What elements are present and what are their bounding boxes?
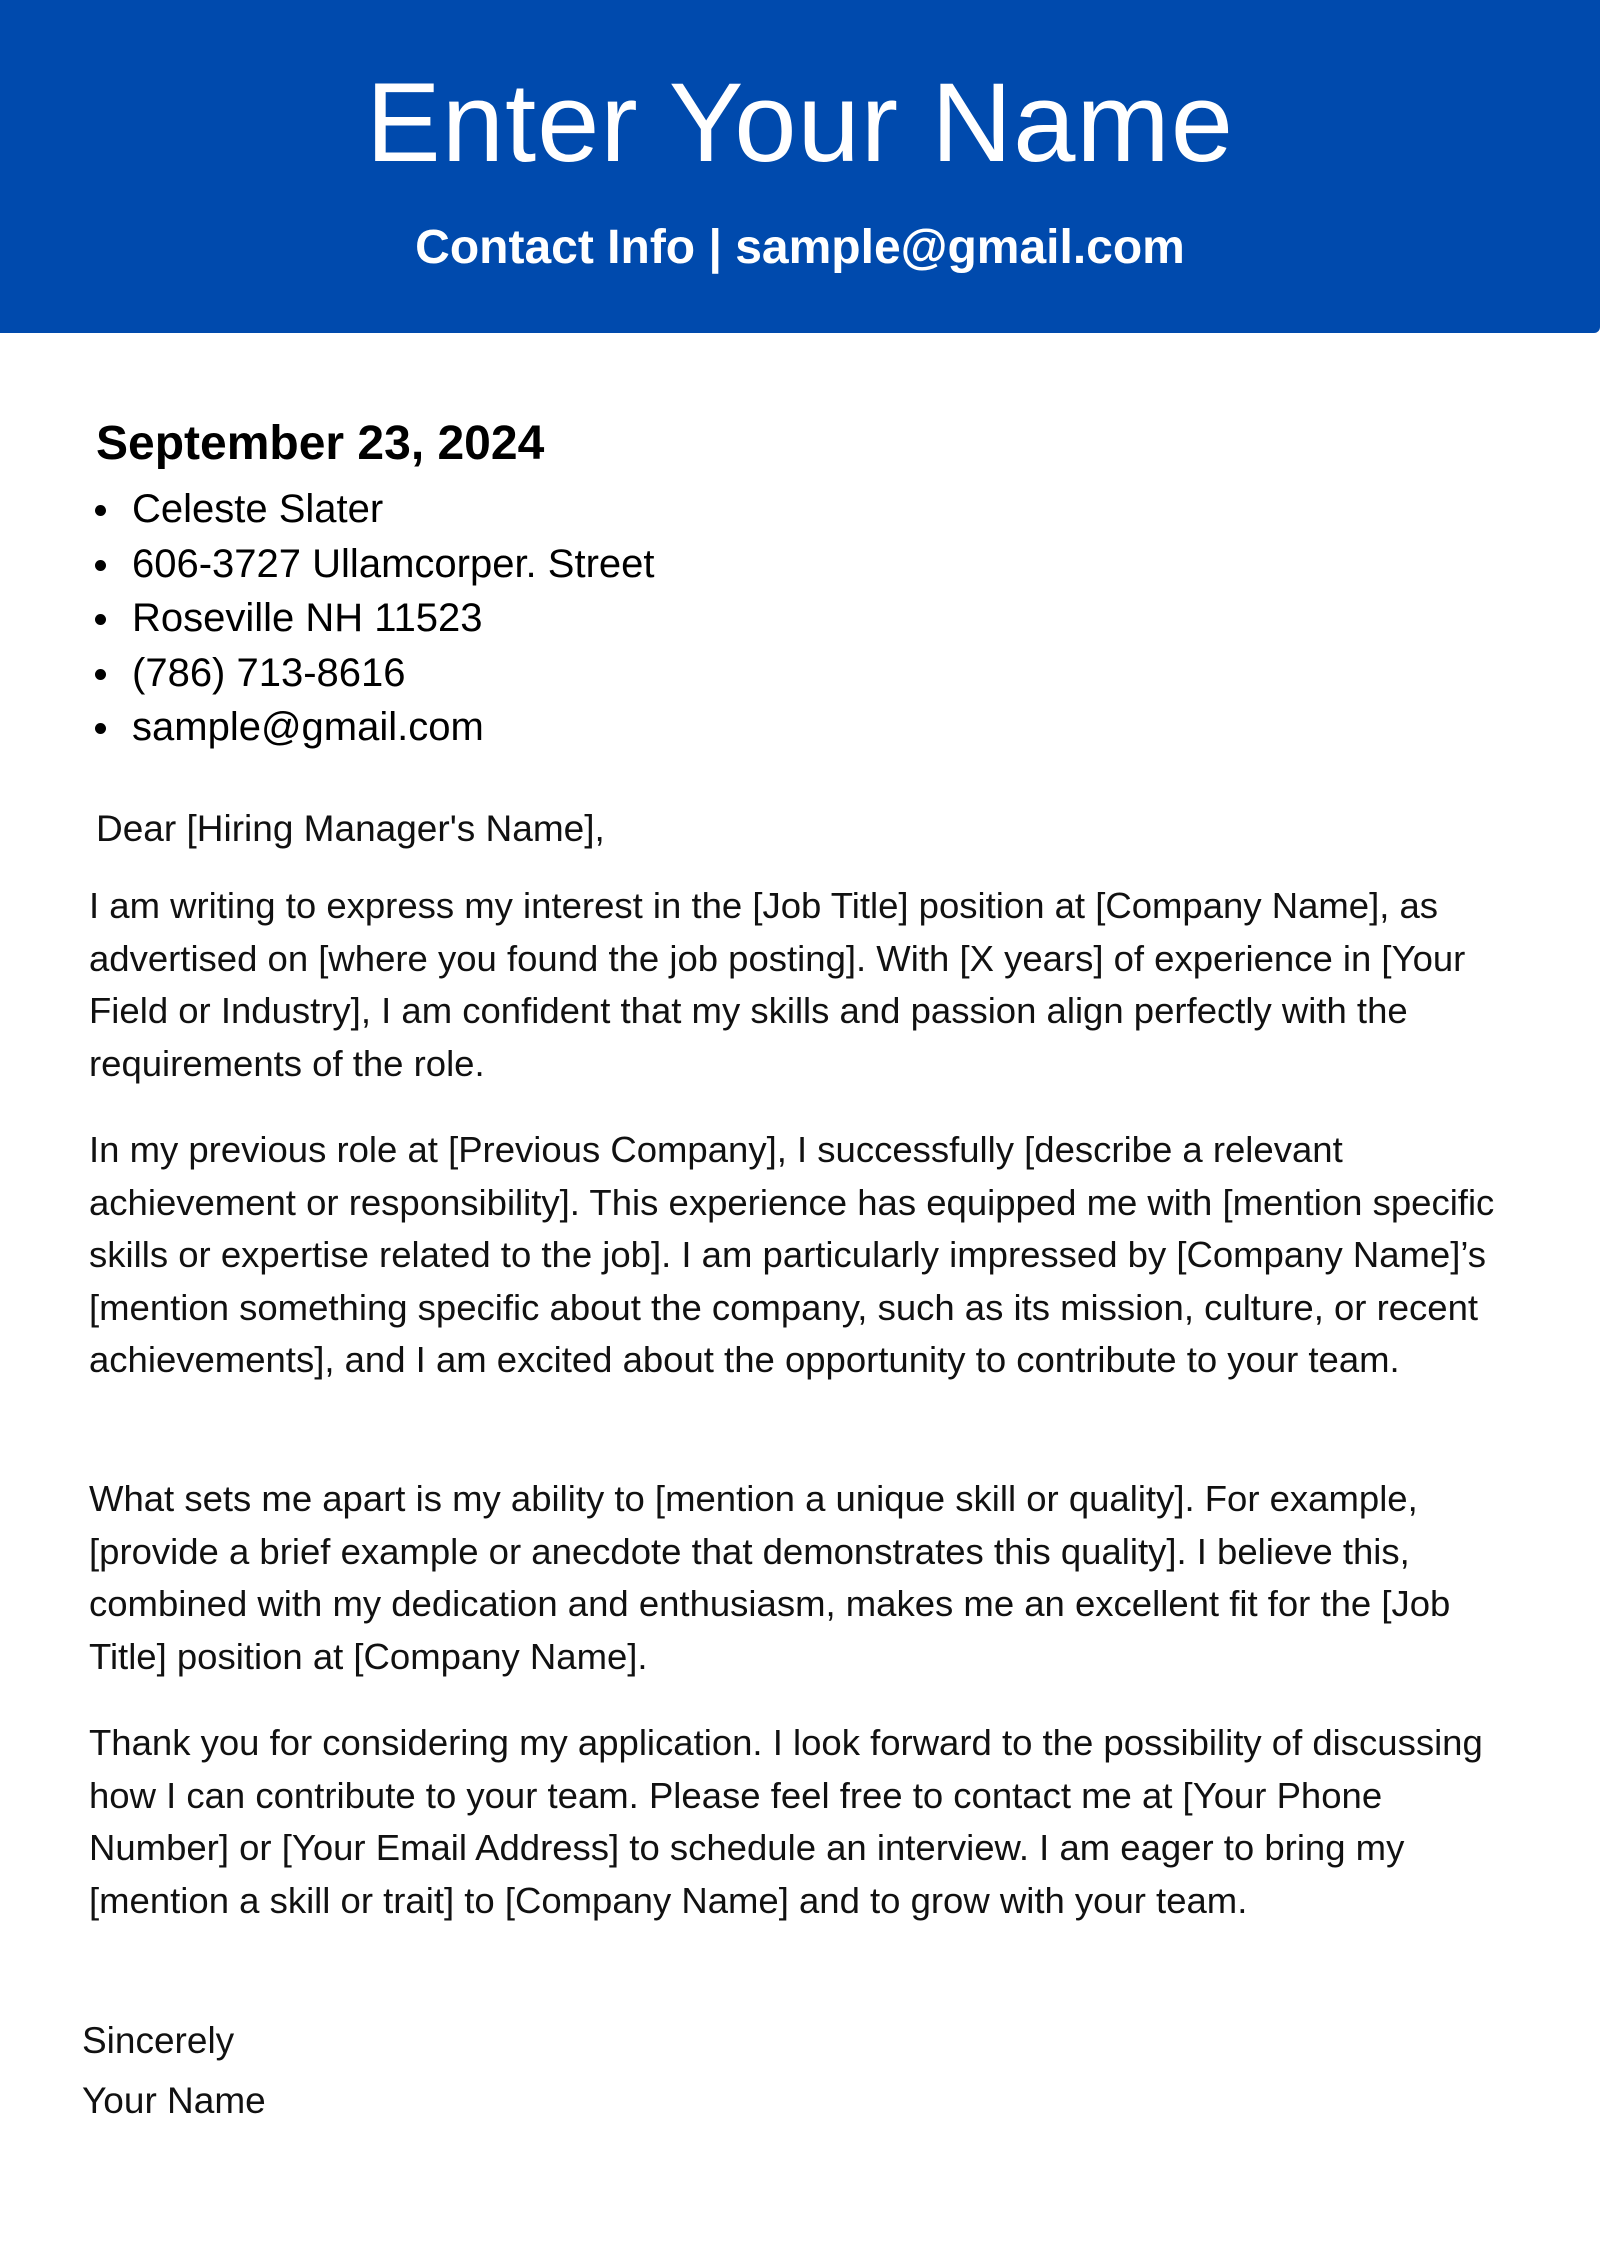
bullet-icon [95,614,106,625]
letter-date: September 23, 2024 [96,417,545,470]
bullet-icon [95,669,106,680]
recipient-phone [92,646,655,701]
recipient-list [92,482,655,755]
paragraph-qualities: What sets me apart is my ability to [mention a unique skill or quality]. For example, [provide a brief example or anecdote that demonstrates this quality]. I believe this, combined with my dedication and enthusiasm, makes me an excellent fit for the [Job Title] position at [Company Name]. [89,1478,1451,1677]
signature-name: Your Name [82,2080,266,2121]
bullet-icon [95,505,106,516]
recipient-text: Roseville NH 11523 [132,596,483,640]
recipient-text: sample@gmail.com [132,705,484,749]
header-banner [0,0,1600,333]
bullet-icon [95,723,106,734]
recipient-street [92,537,655,592]
paragraph-closing: Thank you for considering my application. I look forward to the possibility of discussing how I can contribute to your team. Please feel free to contact me at [Your Phone Number] or [Your Email Address] to schedule an interview. I am eager to bring my [mention a skill or trait] to [Company Name] and to grow with your team. [89,1722,1483,1921]
recipient-text: 606-3727 Ullamcorper. Street [132,541,655,586]
greeting: Dear [Hiring Manager's Name], [96,808,605,849]
contact-line: Contact Info | sample@gmail.com [415,221,1185,274]
closing-salutation: Sincerely [82,2020,235,2061]
recipient-email [92,700,655,755]
recipient-name [92,482,655,537]
paragraph-experience: In my previous role at [Previous Company], I successfully [describe a relevant achievement or responsibility]. This experience has equipped me with [mention specific skills or expertise related to the job]. I am particularly impressed by [Company Name]’s [mention something specific about the company, such as its mission, culture, or recent achievements], and I am excited about the opportunity to contribute to your team. [89,1129,1495,1380]
recipient-text: Celeste Slater [132,487,384,531]
paragraph-intro: I am writing to express my interest in the [Job Title] position at [Company Name], as advertised on [where you found the job posting]. With [X years] of experience in [Your Field or Industry], I am confident that my skills and passion align perfectly with the requirements of the role. [89,885,1466,1084]
recipient-city [92,591,655,646]
applicant-name: Enter Your Name [366,60,1234,185]
recipient-text: (786) 713-8616 [132,650,406,695]
bullet-icon [95,560,106,571]
